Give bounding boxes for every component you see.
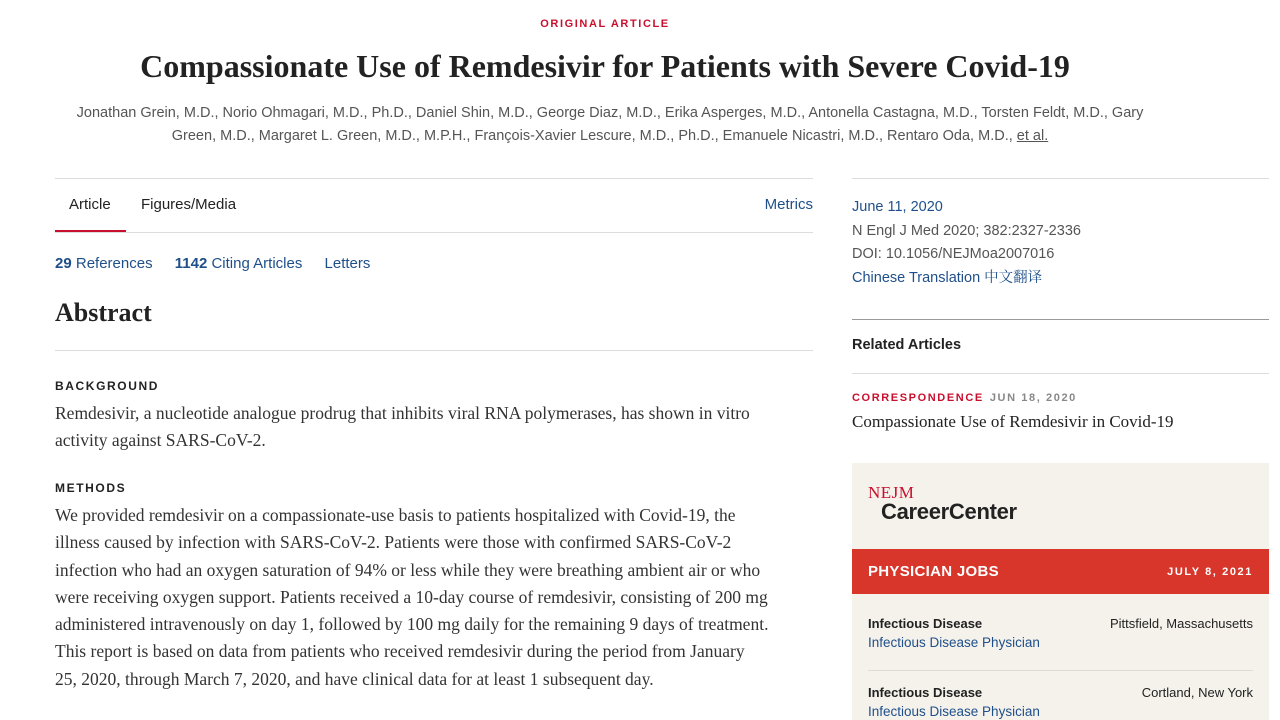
divider	[55, 178, 813, 179]
divider	[55, 350, 813, 351]
jobs-date: JULY 8, 2021	[1167, 565, 1253, 578]
job-listing[interactable]	[868, 685, 1253, 719]
author-list	[60, 102, 1160, 148]
job-location: Pittsfield, Massachusetts	[1109, 616, 1253, 631]
nejm-logo-text: NEJM	[868, 483, 915, 502]
chinese-translation-link[interactable]: Chinese Translation 中文翻译	[852, 269, 1043, 286]
text-line: administered intravenously on day 1, followed by 100 mg daily for the remaining 9 days of treatment.	[55, 614, 769, 635]
related-article-meta	[852, 392, 1077, 404]
publication-date: June 11, 2020	[852, 199, 943, 215]
background-text	[55, 400, 815, 455]
job-location: Cortland, New York	[1141, 685, 1253, 700]
physician-jobs-label: PHYSICIAN JOBS	[868, 563, 999, 580]
text-line: 25, 2020, through March 7, 2020, and have clinical data for at least 1 subsequent day.	[55, 668, 654, 689]
page-title: Compassionate Use of Remdesivir for Patients with Severe Covid-19	[140, 48, 1070, 84]
divider	[852, 373, 1269, 374]
job-specialty: Infectious Disease	[868, 685, 983, 700]
correspondence-tag: CORRESPONDENCE	[852, 392, 984, 404]
careercenter-logo-text: CareerCenter	[881, 499, 1017, 524]
references-count: 29	[55, 255, 72, 272]
tab-metrics[interactable]: Metrics	[764, 196, 813, 213]
article-type-label: ORIGINAL ARTICLE	[540, 18, 670, 30]
text-line: infection who had an oxygen saturation of 94% or less while they were breathing ambient air or who	[55, 559, 761, 580]
job-specialty: Infectious Disease	[868, 616, 983, 631]
divider	[852, 178, 1269, 179]
references-label: References	[75, 255, 153, 272]
author-line-2-text: Green, M.D., Margaret L. Green, M.D., M.P.H., François-Xavier Lescure, M.D., Ph.D., Emanuele Nicastri, M.D., Rentaro Oda, M.D.,	[171, 128, 1013, 144]
background-label: BACKGROUND	[55, 379, 159, 393]
text-line: Remdesivir, a nucleotide analogue prodrug that inhibits viral RNA polymerases, has shown in vitro	[55, 403, 750, 423]
letters-link[interactable]: Letters	[324, 255, 371, 272]
text-line: were receiving oxygen support. Patients received a 10-day course of remdesivir, consisting of 200 mg	[55, 586, 768, 607]
citing-label: Citing Articles	[211, 255, 303, 272]
methods-label: METHODS	[55, 481, 127, 495]
reference-links	[55, 255, 388, 272]
job-position-link[interactable]: Infectious Disease Physician	[868, 704, 1040, 719]
doi: DOI: 10.1056/NEJMoa2007016	[852, 246, 1055, 262]
methods-text	[55, 502, 815, 693]
author-line-2	[60, 125, 1160, 148]
article-meta	[852, 196, 1081, 290]
job-listing[interactable]	[868, 616, 1253, 650]
related-article-link[interactable]: Compassionate Use of Remdesivir in Covid-19	[852, 412, 1174, 431]
author-line-1: Jonathan Grein, M.D., Norio Ohmagari, M.D., Ph.D., Daniel Shin, M.D., George Diaz, M.D., Erika Asperges, M.D., Antonella Castagna, M.D., Torsten Feldt, M.D., Gary	[76, 105, 1144, 121]
et-al-link[interactable]: et al.	[1016, 128, 1049, 144]
physician-jobs-bar[interactable]	[852, 549, 1269, 594]
tab-figures-media[interactable]: Figures/Media	[141, 196, 237, 213]
text-line: activity against SARS-CoV-2.	[55, 430, 266, 451]
text-line: This report is based on data from patients who received remdesivir during the period from January	[55, 641, 745, 662]
divider	[55, 232, 813, 233]
text-line: illness caused by infection with SARS-CoV-2. Patients were those with confirmed SARS-CoV-2	[55, 532, 732, 553]
divider	[868, 670, 1253, 671]
divider	[852, 319, 1269, 320]
tab-article[interactable]: Article	[69, 196, 111, 213]
citing-count: 1142	[174, 255, 208, 272]
text-line: We provided remdesivir on a compassionate-use basis to patients hospitalized with Covid-19, the	[55, 505, 736, 525]
nejm-careercenter-logo[interactable]	[868, 483, 1017, 525]
article-tabs	[55, 192, 813, 232]
job-position-link[interactable]: Infectious Disease Physician	[868, 635, 1040, 650]
references-link[interactable]	[55, 255, 153, 272]
related-article-date: JUN 18, 2020	[989, 392, 1077, 404]
related-articles-heading: Related Articles	[852, 337, 962, 353]
citing-articles-link[interactable]	[175, 255, 303, 272]
career-center-widget	[852, 463, 1269, 720]
abstract-heading: Abstract	[55, 298, 152, 327]
journal-citation: N Engl J Med 2020; 382:2327-2336	[852, 222, 1081, 239]
